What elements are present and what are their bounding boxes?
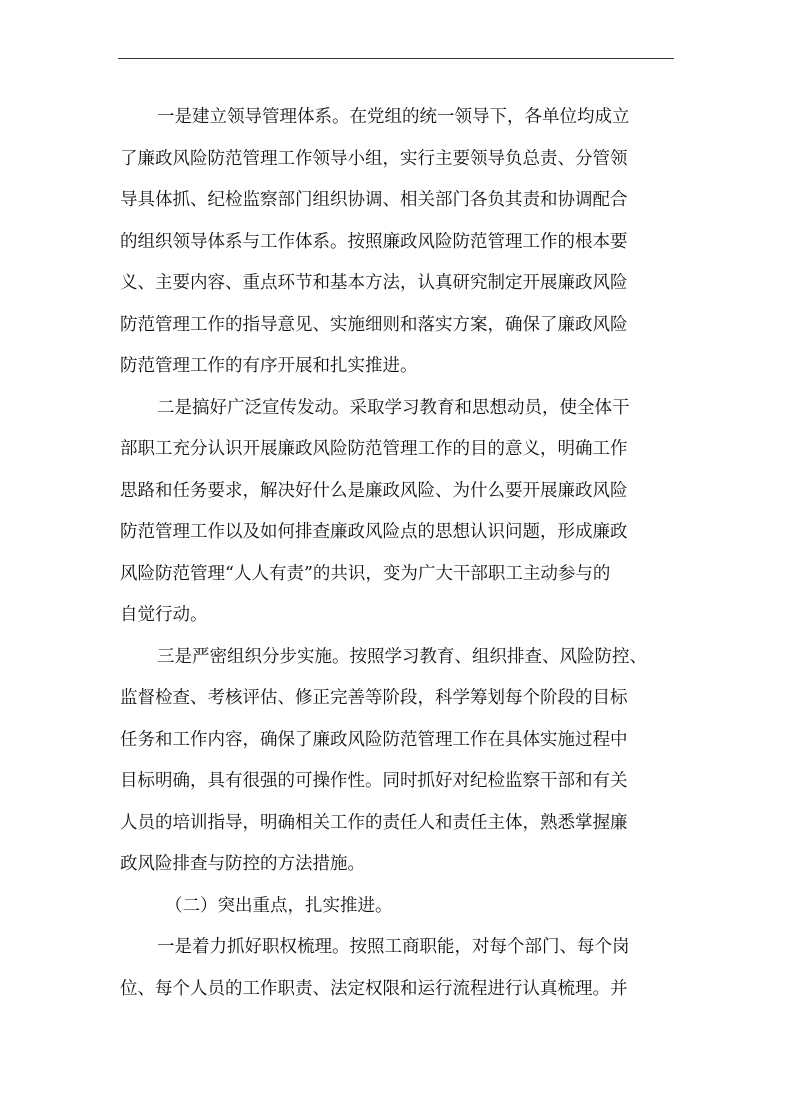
paragraph-1-line-7: 防范管理工作的有序开展和扎实推进。 [120,356,418,376]
paragraph-4-line-2: 位、每个人员的工作职责、法定权限和运行流程进行认真梳理。并 [120,978,628,999]
header-rule [118,58,674,59]
paragraph-3-line-1: 三是严密组织分步实施。按照学习教育、组织排查、风险防控、 [157,646,647,667]
paragraph-4-line-1: 一是着力抓好职权梳理。按照工商职能，对每个部门、每个岗 [157,937,630,957]
paragraph-1-line-2: 了廉政风险防范管理工作领导小组，实行主要领导负总责、分管领 [120,148,628,169]
paragraph-1-line-3: 导具体抓、纪检监察部门组织协调、相关部门各负其责和协调配合 [120,190,628,210]
paragraph-3-line-3: 任务和工作内容，确保了廉政风险防范管理工作在具体实施过程中 [120,729,628,750]
paragraph-2-line-2: 部职工充分认识开展廉政风险防范管理工作的目的意义，明确工作 [120,439,628,459]
paragraph-3-line-5: 人员的培训指导，明确相关工作的责任人和责任主体，熟悉掌握廉 [120,812,628,833]
paragraph-2-line-5: 风险防范管理“人人有责”的共识，变为广大干部职工主动参与的 [120,563,611,584]
section-heading: （二）突出重点，扎实推进。 [165,895,393,916]
paragraph-2-line-1: 二是搞好广泛宣传发动。采取学习教育和思想动员，使全体干 [157,397,630,418]
paragraph-3-line-6: 政风险排查与防控的方法措施。 [120,854,365,874]
paragraph-1-line-1: 一是建立领导管理体系。在党组的统一领导下，各单位均成立 [157,107,630,127]
paragraph-1-line-5: 义、主要内容、重点环节和基本方法，认真研究制定开展廉政风险 [120,273,628,293]
paragraph-2-line-4: 防范管理工作以及如何排查廉政风险点的思想认识问题，形成廉政 [120,522,628,542]
paragraph-3-line-4: 目标明确，具有很强的可操作性。同时抓好对纪检监察干部和有关 [120,771,628,791]
paragraph-1-line-4: 的组织领导体系与工作体系。按照廉政风险防范管理工作的根本要 [120,231,628,252]
paragraph-2-line-6: 自觉行动。 [120,605,208,625]
document-body [120,97,672,1010]
paragraph-3-line-2: 监督检查、考核评估、修正完善等阶段，科学筹划每个阶段的目标 [120,688,628,708]
paragraph-1-line-6: 防范管理工作的指导意见、实施细则和落实方案，确保了廉政风险 [120,314,628,335]
paragraph-2-line-3: 思路和任务要求，解决好什么是廉政风险、为什么要开展廉政风险 [120,480,628,501]
